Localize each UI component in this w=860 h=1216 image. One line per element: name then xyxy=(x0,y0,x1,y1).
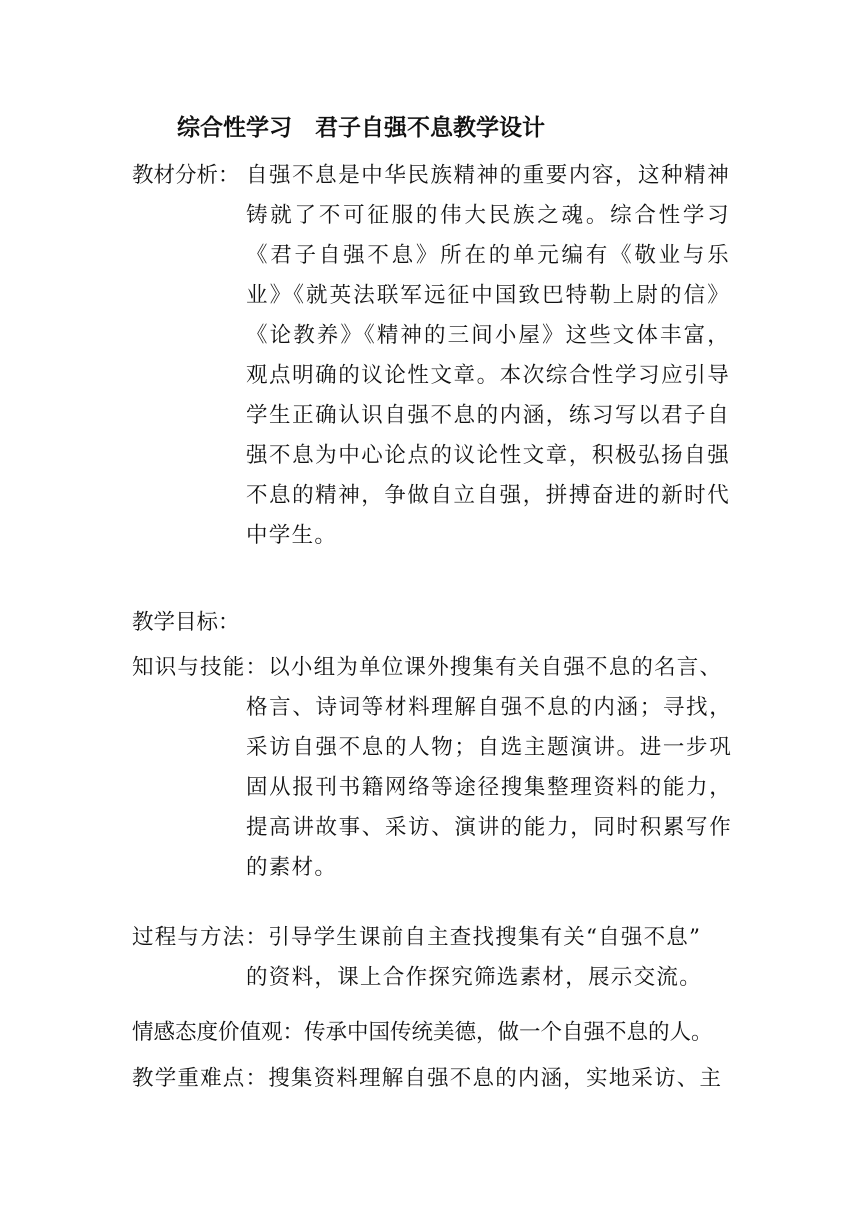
key-difficulties-label: 教学重难点： xyxy=(132,1066,269,1091)
emotion-values-label: 情感态度价值观： xyxy=(132,1020,305,1045)
knowledge-skills-first-line: 以小组为单位课外搜集有关自强不息的名言、 xyxy=(268,655,723,680)
material-analysis-text: 自强不息是中华民族精神的重要内容，这种精神铸就了不可征服的伟大民族之魂。综合性学习《君子自强不息》所在的单元编有《敬业与乐业》《就英法联军远征中国致巴特勒上尉的信》《论教养》《精神的三间小屋》这些文体丰富，观点明确的议论性文章。本次综合性学习应引导学生正确认识自强不息的内涵，练习写以君子自强不息为中心论点的议论性文章，积极弘扬自强不息的精神，争做自立自强，拼搏奋进的新时代中学生。 xyxy=(246,163,730,548)
emotion-values-section xyxy=(132,1013,732,1053)
material-analysis-label: 教材分析： xyxy=(132,163,240,188)
emotion-values-text: 传承中国传统美德，做一个自强不息的人。 xyxy=(304,1020,713,1045)
page-title: 综合性学习 君子自强不息教学设计 xyxy=(177,115,545,141)
process-methods-label: 过程与方法： xyxy=(132,925,269,950)
knowledge-skills-text: 格言、诗词等材料理解自强不息的内涵；寻找，采访自强不息的人物；自选主题演讲。进一步巩固从报刊书籍网络等途径搜集整理资料的能力，提高讲故事、采访、演讲的能力，同时积累写作的素材。 xyxy=(246,695,732,880)
teaching-goals-heading: 教学目标： xyxy=(132,610,240,635)
process-methods-text: 的资料，课上合作探究筛选素材，展示交流。 xyxy=(246,965,703,990)
process-methods-section xyxy=(132,918,732,998)
process-methods-first-line: 引导学生课前自主查找搜集有关“自强不息” xyxy=(268,925,702,950)
key-difficulties-section xyxy=(132,1059,732,1099)
knowledge-skills-section xyxy=(132,648,732,888)
material-analysis-section xyxy=(132,156,732,596)
key-difficulties-text: 搜集资料理解自强不息的内涵，实地采访、主 xyxy=(268,1066,723,1091)
knowledge-skills-label: 知识与技能： xyxy=(132,655,269,680)
